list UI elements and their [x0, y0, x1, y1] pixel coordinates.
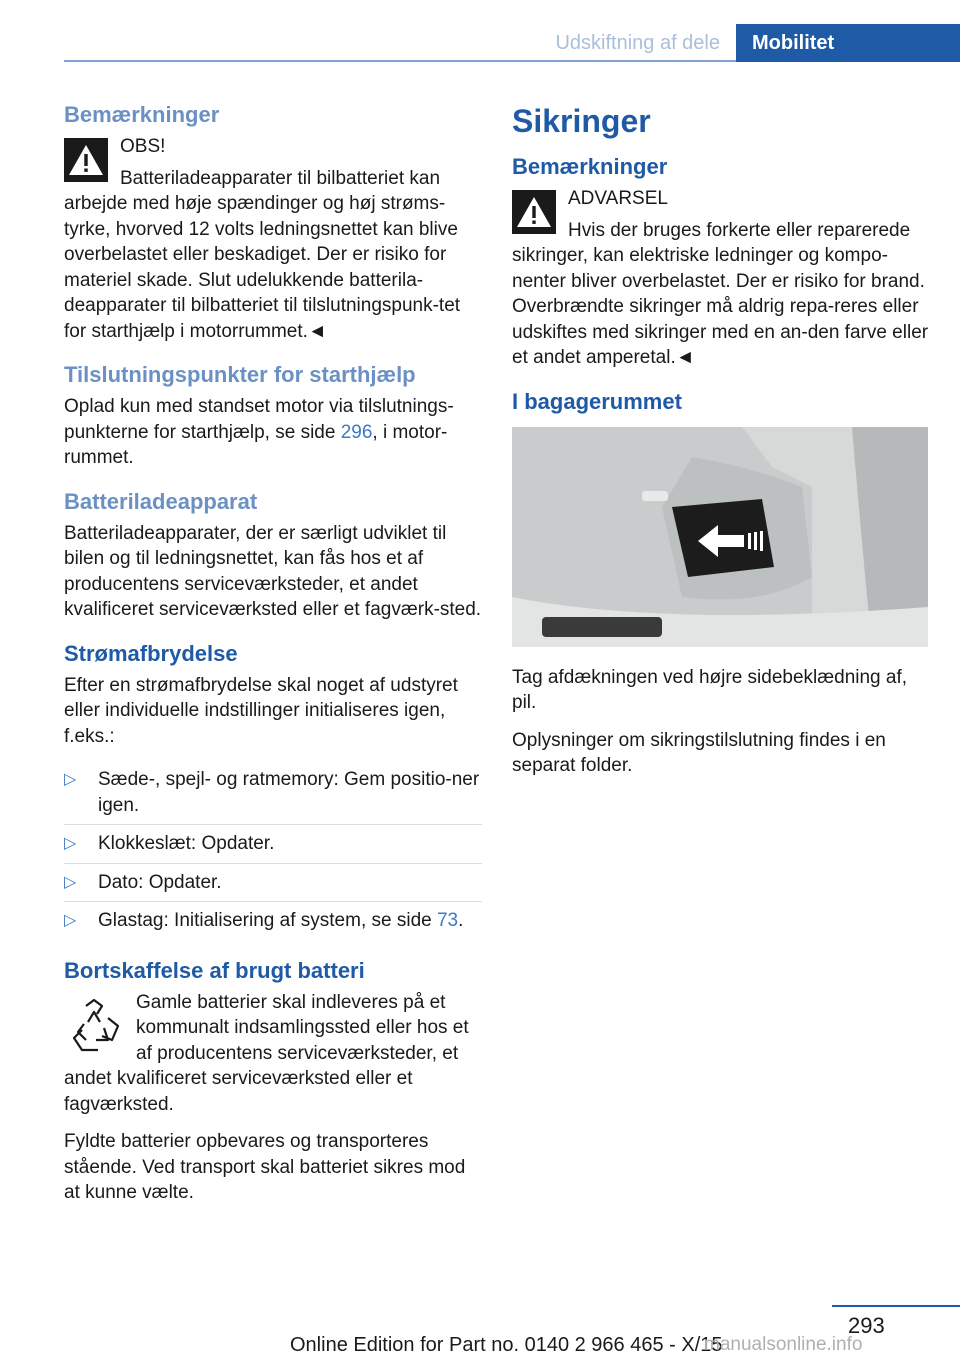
trunk-illustration [512, 427, 928, 647]
notes-heading: Bemærkninger [64, 102, 220, 127]
list-item-text: Klokkeslæt: Opdater. [98, 833, 275, 854]
disposal-text-1: Gamle batterier skal indleveres på et kommunalt indsamlingssted eller hos et af producentens serviceværksteder, et andet kvalificeret serviceværksted eller et fagværksted. [64, 991, 469, 1115]
disposal-text-2: Fyldte batterier opbevares og transporteres stående. Ved transport skal batteriet sikres mod at kunne vælte. [64, 1131, 466, 1203]
bullet-triangle-icon: ▷ [64, 835, 77, 852]
power-loss-intro: Efter en strømafbrydelse skal noget af udstyret eller individuelle indstillinger initialiseres igen, f.eks.: [64, 674, 458, 747]
right-column [512, 100, 932, 795]
trunk-heading: I bagagerummet [512, 388, 682, 414]
warning-text: Hvis der bruges forkerte eller reparerede sikringer, kan elektriske ledninger og kompo-nenter bliver overbelastet. Der er risiko for brand. Overbrændte sikringer må aldrig repa-reres eller udskiftes med sikringer med en an-den farve eller et andet amperetal.◄ [512, 219, 929, 368]
power-loss-list [64, 761, 482, 940]
fuses-notes-section [512, 152, 932, 371]
list-item-text: Dato: Opdater. [98, 871, 222, 893]
watermark: manualsonline.info [704, 1334, 863, 1355]
chapter-tab[interactable]: Mobilitet [736, 24, 960, 62]
jump-start-text [64, 394, 482, 471]
power-loss-section [64, 639, 482, 940]
warning-label: ADVARSEL [568, 188, 668, 209]
list-item-text: Sæde-, spejl- og ratmemory: Gem positio-ner igen. [98, 769, 480, 816]
section-tab[interactable]: Udskiftning af dele [555, 32, 720, 54]
bullet-triangle-icon: ▷ [64, 771, 77, 788]
disposal-heading: Bortskaffelse af brugt batteri [64, 957, 365, 983]
trunk-text-2: Oplysninger om sikringstilslutning findes i en separat folder. [512, 729, 886, 776]
list-item [64, 825, 482, 864]
recycle-icon [64, 996, 124, 1056]
power-loss-heading: Strømafbrydelse [64, 640, 238, 666]
page-link-73[interactable]: 73 [436, 910, 459, 931]
left-column [64, 100, 482, 1222]
trunk-fuse-photo [512, 427, 928, 647]
disposal-box [64, 990, 482, 1118]
charger-text: Batteriladeapparater, der er særligt udviklet til bilen og til ledningsnettet, kan fås hos et af producentens serviceværksteder, et andet kvalificeret serviceværksted eller et fagværk-sted. [64, 522, 482, 620]
bullet-triangle-icon: ▷ [64, 873, 77, 891]
notes-section [64, 100, 482, 344]
caution-box [64, 134, 482, 344]
trunk-section [512, 387, 932, 779]
caution-text: Batteriladeapparater til bilbatteriet kan arbejde med høje spændinger og høj strøms-tyrke, hvorved 12 volts ledningsnettet kan blive overbelastet eller beskadiget. Der er risiko for materiel skade. Slut udelukkende batterila-deapparater til bilbatteriet til tilslutningspunk-tet for starthjælp i motorrummet.◄ [64, 167, 461, 342]
fuses-notes-heading: Bemærkninger [512, 154, 668, 179]
list-item [64, 902, 482, 940]
warning-triangle-icon [512, 190, 556, 234]
charger-heading: Batteriladeapparat [64, 488, 258, 514]
jump-text-before: Oplad kun med standset motor via tilslutnings-punkterne for starthjælp, se side [64, 396, 454, 443]
jump-text-after: , i motor-rummet. [64, 421, 448, 468]
list-item [64, 761, 482, 825]
warning-triangle-icon [64, 138, 108, 182]
jump-start-section [64, 360, 482, 471]
jump-start-heading: Tilslutningspunkter for starthjælp [64, 362, 416, 387]
list-item-end: . [458, 910, 464, 931]
charger-section [64, 487, 482, 623]
edition-text: Online Edition for Part no. 0140 2 966 465 - X/15 [290, 1334, 723, 1356]
fuses-title: Sikringer [512, 103, 651, 139]
warning-box [512, 186, 932, 371]
footer-rule [832, 1305, 960, 1307]
list-item [64, 864, 482, 903]
list-item-text: Glastag: Initialisering af system, se side [98, 910, 437, 931]
disposal-section [64, 956, 482, 1206]
bullet-triangle-icon: ▷ [64, 912, 77, 929]
page-link-296[interactable]: 296 [340, 421, 373, 443]
page-number: 293 [848, 1313, 885, 1338]
caution-label: OBS! [120, 136, 166, 157]
trunk-text-1: Tag afdækningen ved højre sidebeklædning af, pil. [512, 666, 908, 713]
